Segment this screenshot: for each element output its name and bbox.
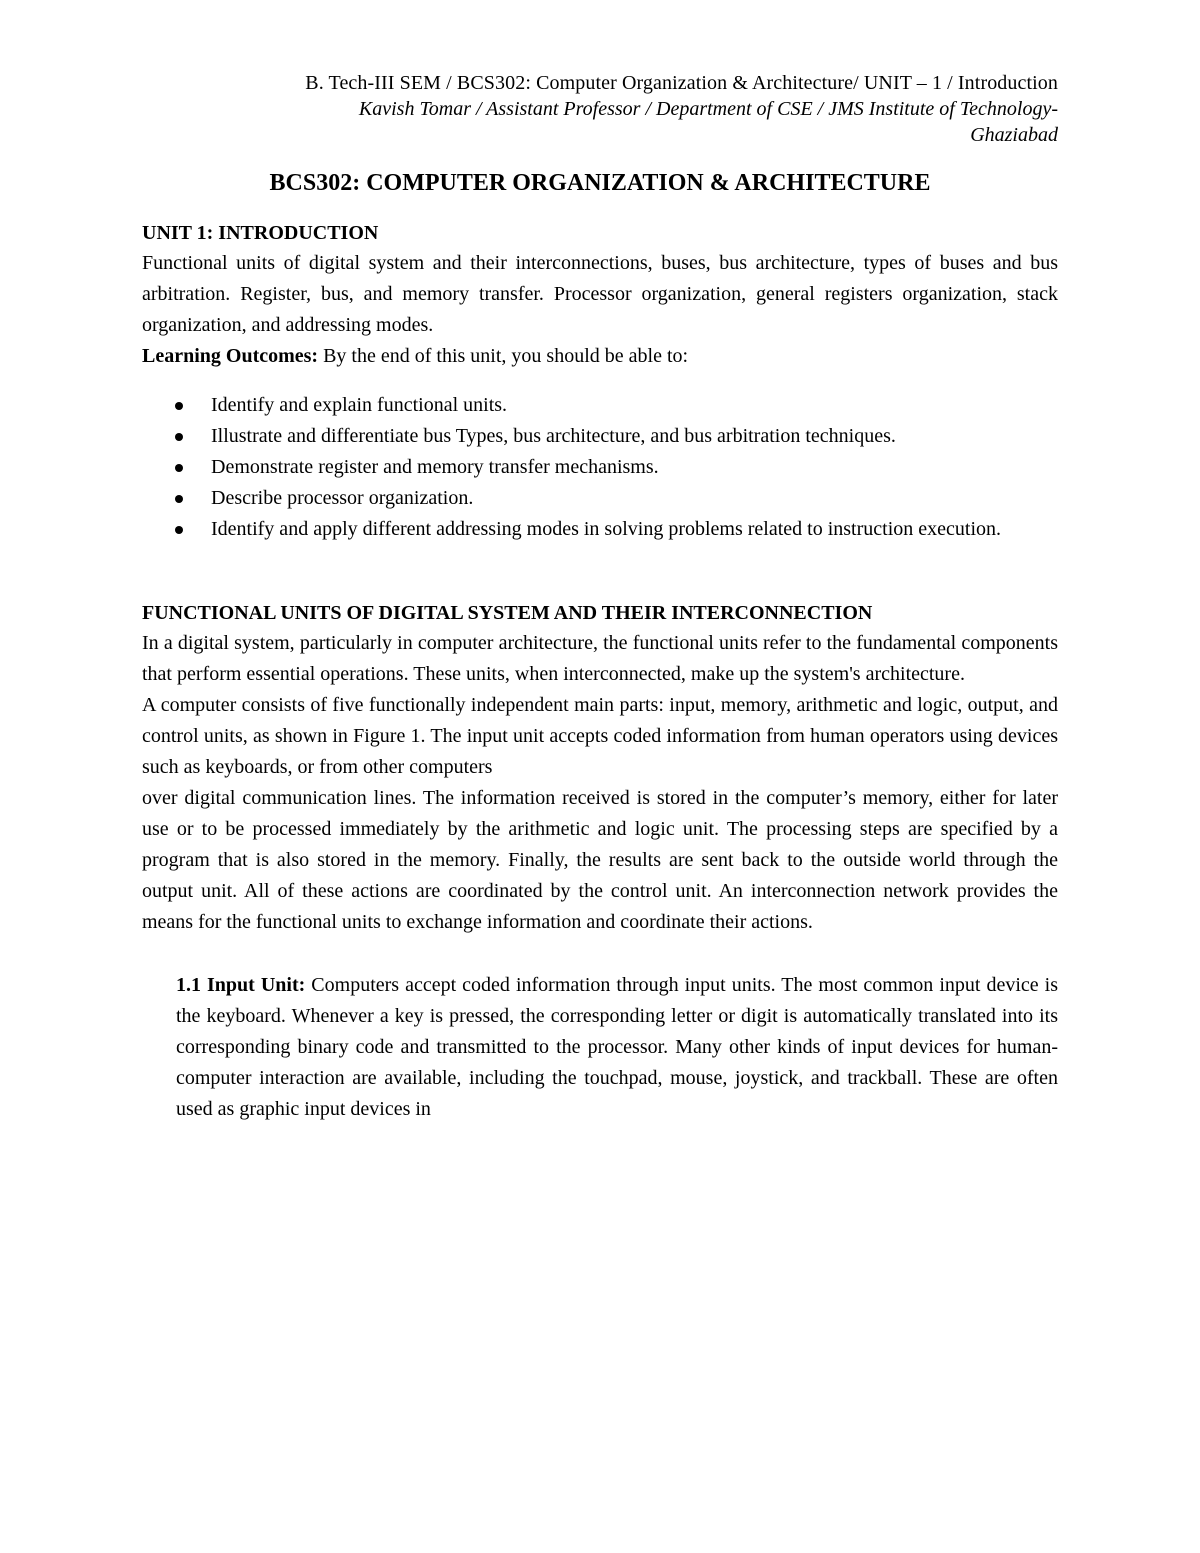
learning-outcomes-list xyxy=(142,390,1058,545)
header-author-line: Kavish Tomar / Assistant Professor / Department of CSE / JMS Institute of Technology- xyxy=(358,98,1058,120)
list-item xyxy=(142,514,1058,545)
bullet-icon xyxy=(175,402,183,410)
section-heading: FUNCTIONAL UNITS OF DIGITAL SYSTEM AND THEIR INTERCONNECTION xyxy=(142,602,873,624)
intro-paragraph: In a digital system, particularly in computer architecture, the functional units refer to the fundamental components that perform essential operations. These units, when interconnected, make up the system's architecture. xyxy=(142,632,1058,685)
functional-parts-text-b: over digital communication lines. The information received is stored in the computer’s memory, either for later use or to be processed immediately by the arithmetic and logic unit. The processing steps are specified by a program that is also stored in the memory. Finally, the results are sent back to the outside world through the output unit. All of these actions are coordinated by the control unit. An interconnection network provides the means for the functional units to exchange information and coordinate their actions. xyxy=(142,787,1058,933)
document-title: BCS302: COMPUTER ORGANIZATION & ARCHITECTURE xyxy=(269,170,931,196)
list-item-text: Identify and explain functional units. xyxy=(211,394,508,416)
list-item xyxy=(142,452,1058,483)
list-item xyxy=(142,483,1058,514)
input-unit-label: 1.1 Input Unit: xyxy=(176,974,306,996)
list-item-text: Illustrate and differentiate bus Types, bus architecture, and bus arbitration techniques. xyxy=(211,425,896,447)
syllabus-paragraph: Functional units of digital system and their interconnections, buses, bus architecture, types of buses and bus arbitration. Register, bus, and memory transfer. Processor organization, general registers organization, stack organization, and addressing modes. xyxy=(142,252,1058,336)
list-item-text: Identify and apply different addressing modes in solving problems related to instruction execution. xyxy=(211,518,1001,540)
bullet-icon xyxy=(175,433,183,441)
header-course-line: B. Tech-III SEM / BCS302: Computer Organization & Architecture/ UNIT – 1 / Introduction xyxy=(305,72,1058,94)
bullet-icon xyxy=(175,464,183,472)
list-item-text: Demonstrate register and memory transfer mechanisms. xyxy=(211,456,659,478)
list-item xyxy=(142,421,1058,452)
bullet-icon xyxy=(175,526,183,534)
page-header xyxy=(142,70,1058,148)
learning-outcomes-lead: By the end of this unit, you should be able to: xyxy=(318,345,689,367)
functional-parts-text-a: A computer consists of five functionally independent main parts: input, memory, arithmetic and logic, output, and control units, as shown in Figure 1. The input unit accepts coded information from human operators using devices such as keyboards, or from other computers xyxy=(142,694,1058,778)
learning-outcomes-label: Learning Outcomes: xyxy=(142,345,319,367)
unit-heading: UNIT 1: INTRODUCTION xyxy=(142,222,379,244)
input-unit-paragraph xyxy=(176,970,1058,1125)
list-item-text: Describe processor organization. xyxy=(211,487,474,509)
bullet-icon xyxy=(175,495,183,503)
input-unit-text: Computers accept coded information through input units. The most common input device is the keyboard. Whenever a key is pressed, the corresponding letter or digit is automatically translated into its corresponding binary code and transmitted to the processor. Many other kinds of input devices for human-computer interaction are available, including the touchpad, mouse, joystick, and trackball. These are often used as graphic input devices in xyxy=(176,974,1058,1120)
document-page xyxy=(142,70,1058,1125)
input-unit-section xyxy=(142,970,1058,1125)
learning-outcomes-intro xyxy=(142,341,1058,372)
header-location-line: Ghaziabad xyxy=(970,124,1058,146)
list-item xyxy=(142,390,1058,421)
functional-parts-paragraph xyxy=(142,690,1058,938)
